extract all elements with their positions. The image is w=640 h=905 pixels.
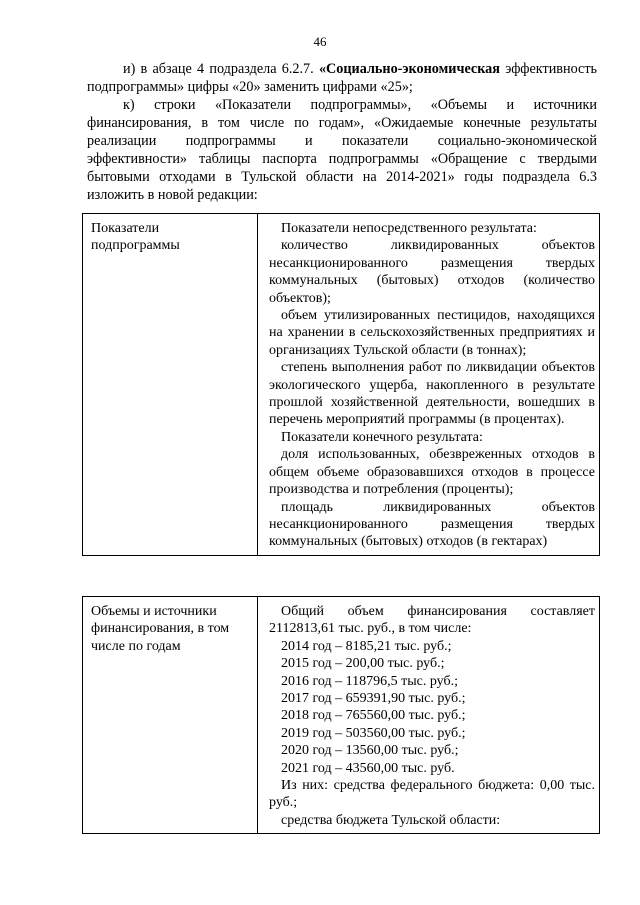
indicator-item: Показатели конечного результата: xyxy=(281,429,483,445)
financing-year: 2017 год – 659391,90 тыс. руб.; xyxy=(281,691,466,707)
intro-paragraph-1: и) в абзаце 4 подраздела 6.2.7. «Социально-экономическая эффективность подпрограммы» цифры «20» заменить цифрами «25»; xyxy=(87,61,598,95)
financing-year: 2016 год – 118796,5 тыс. руб.; xyxy=(281,673,458,689)
indicators-content xyxy=(258,214,600,556)
financing-content xyxy=(258,597,600,834)
indicator-item: Показатели непосредственного результата: xyxy=(281,221,537,236)
indicator-item: количество ликвидированных объектов несанкционированного размещения твердых коммунальных (бытовых) отходов (количество объектов); xyxy=(269,238,595,306)
financing-year: 2015 год – 200,00 тыс. руб.; xyxy=(281,656,445,672)
indicators-label: Показатели подпрограммы xyxy=(83,214,258,556)
financing-label: Объемы и источники финансирования, в том числе по годам xyxy=(83,597,258,834)
intro-paragraph-2: к) строки «Показатели подпрограммы», «Объемы и источники финансирования, в том числе по годам», «Ожидаемые конечные результаты реализации подпрограммы и показатели социально-экономической эффективности» таблицы паспорта подпрограммы «Обращение с твердыми бытовыми отходами в Тульской области на 2014-2021» годы подраздела 6.3 изложить в новой редакции: xyxy=(87,97,597,203)
indicator-item: доля использованных, обезвреженных отходов в общем объеме образовавшихся отходов в процессе производства и потребления (проценты); xyxy=(269,447,595,498)
bold-section-title: «Социально-экономическая xyxy=(318,61,500,77)
financing-table xyxy=(82,596,600,834)
financing-year: 2014 год – 8185,21 тыс. руб.; xyxy=(281,638,452,654)
indicator-item: степень выполнения работ по ликвидации объектов экологического ущерба, накопленного в результате прошлой хозяйственной деятельности, вошедших в перечень мероприятий программы (в процентах). xyxy=(269,360,595,428)
financing-year: 2020 год – 13560,00 тыс. руб.; xyxy=(281,743,459,759)
financing-federal: Из них: средства федерального бюджета: 0,00 тыс. руб.; xyxy=(269,778,595,811)
financing-year: 2018 год – 765560,00 тыс. руб.; xyxy=(281,708,466,724)
page-number: 46 xyxy=(313,34,327,49)
indicator-item: площадь ликвидированных объектов несанкционированного размещения твердых коммунальных (бытовых) отходов (в гектарах) xyxy=(269,499,595,550)
financing-total: Общий объем финансирования составляет 2112813,61 тыс. руб., в том числе: xyxy=(269,604,595,637)
financing-year: 2019 год – 503560,00 тыс. руб.; xyxy=(281,725,466,741)
financing-regional: средства бюджета Тульской области: xyxy=(281,812,501,828)
indicator-item: объем утилизированных пестицидов, находящихся на хранении в сельскохозяйственных предприятиях и организациях Тульской области (в тоннах); xyxy=(269,308,595,358)
financing-year: 2021 год – 43560,00 тыс. руб. xyxy=(281,760,455,776)
intro-text xyxy=(87,60,597,204)
indicators-table xyxy=(82,213,600,556)
